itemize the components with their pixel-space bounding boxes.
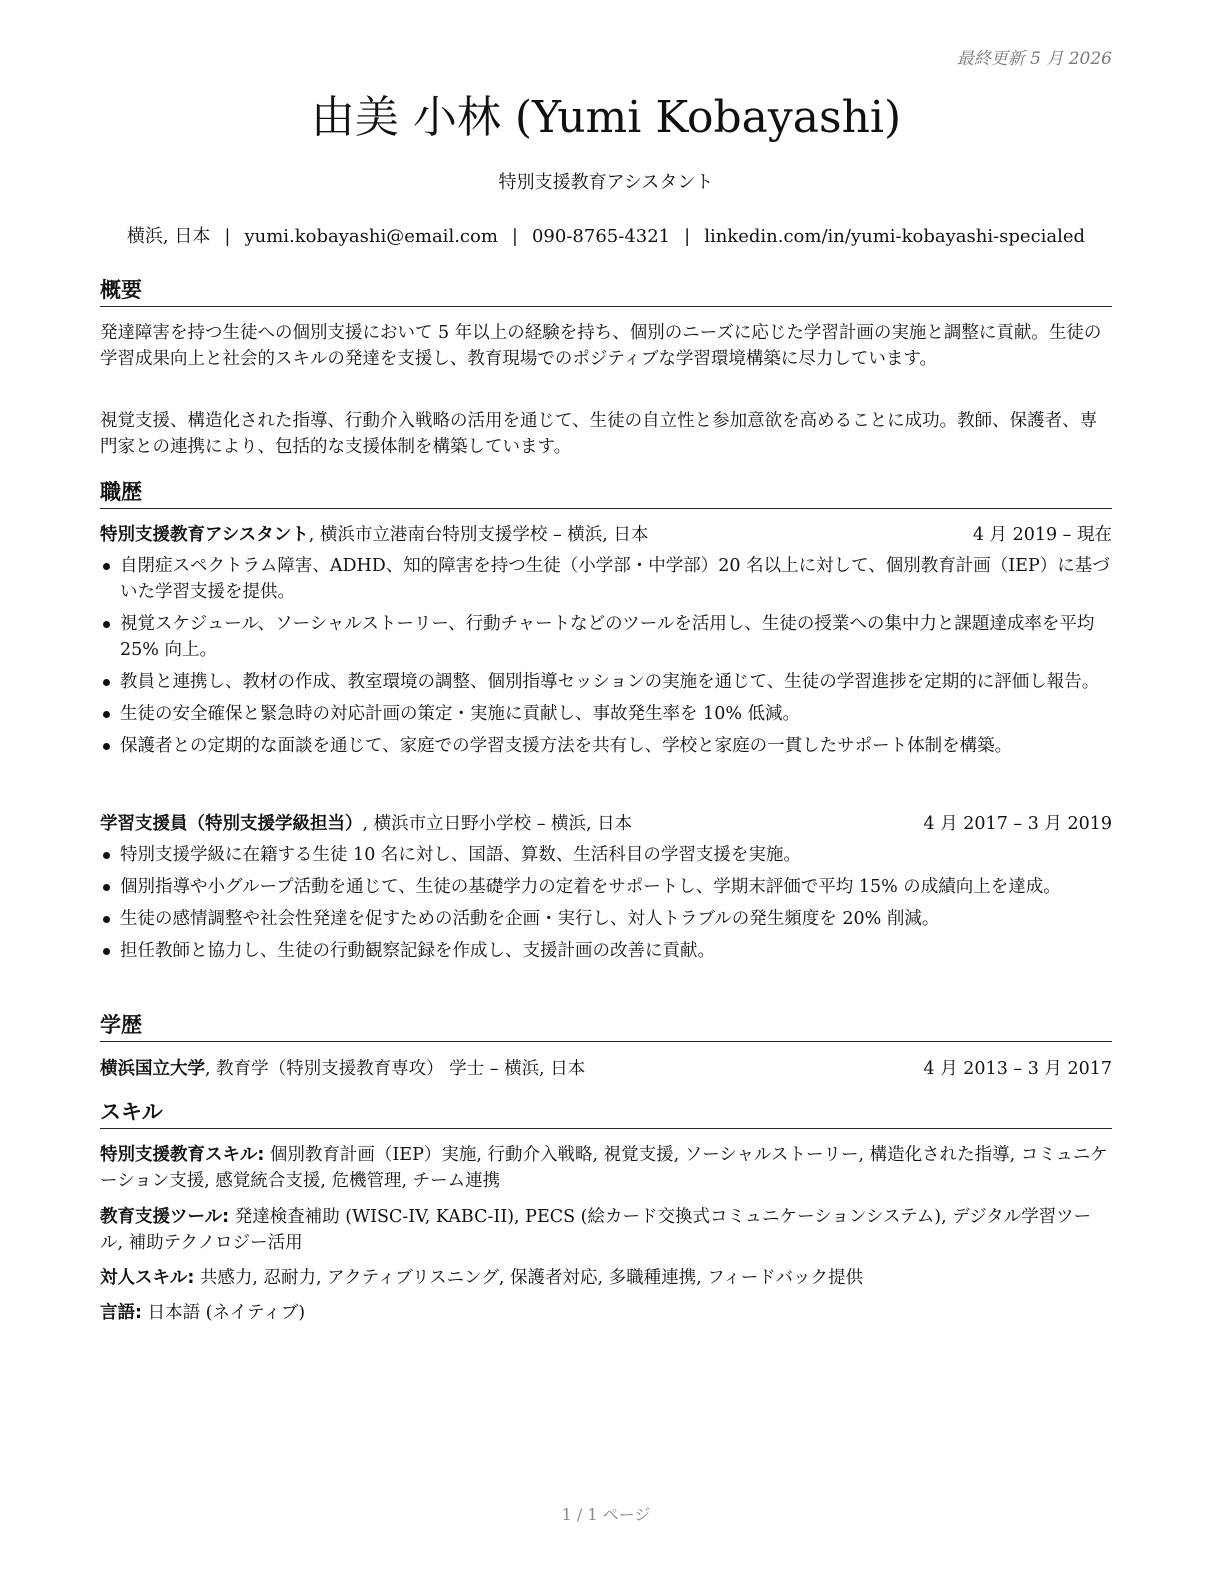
bullet-icon <box>103 563 110 570</box>
bullet-text: 生徒の感情調整や社会性発達を促すための活動を企画・実行し、対人トラブルの発生頻度を 20% 削減。 <box>120 909 940 929</box>
skill-value: 発達検査補助 (WISC-IV, KABC-II), PECS (絵カード交換式コミュニケーションシステム), デジタル学習ツール, 補助テクノロジー活用 <box>100 1207 1092 1253</box>
bullet-icon <box>103 679 110 686</box>
contact-email[interactable]: yumi.kobayashi@email.com <box>244 226 498 247</box>
list-item <box>100 938 1112 964</box>
job-header <box>100 522 1112 548</box>
section-heading-education: 学歴 <box>100 1011 1112 1042</box>
skill-group <box>100 1265 1112 1291</box>
contact-separator: | <box>224 226 231 247</box>
last-updated: 最終更新 5 月 2026 <box>956 49 1112 69</box>
page-indicator: 1 / 1 ページ <box>561 1505 651 1524</box>
job-dates: 4 月 2019 – 現在 <box>972 525 1112 545</box>
skill-group <box>100 1300 1112 1326</box>
skill-group <box>100 1204 1112 1256</box>
skill-value: 個別教育計画（IEP）実施, 行動介入戦略, 視覚支援, ソーシャルストーリー, 構造化された指導, コミュニケーション支援, 感覚統合支援, 危機管理, チーム連携 <box>100 1145 1108 1191</box>
bullet-text: 視覚スケジュール、ソーシャルストーリー、行動チャートなどのツールを活用し、生徒の授業への集中力と課題達成率を平均 25% 向上。 <box>120 614 1095 660</box>
bullet-icon <box>103 948 110 955</box>
skill-value: 日本語 (ネイティブ) <box>142 1303 306 1323</box>
skill-label: 言語: <box>100 1303 142 1323</box>
job-organization: , 横浜市立日野小学校 – 横浜, 日本 <box>362 814 633 834</box>
list-item <box>100 874 1112 900</box>
contact-line <box>100 224 1112 250</box>
summary-paragraph: 視覚支援、構造化された指導、行動介入戦略の活用を通じて、生徒の自立性と参加意欲を高めることに成功。教師、保護者、専門家との連携により、包括的な支援体制を構築しています。 <box>100 411 1098 457</box>
skill-value: 共感力, 忍耐力, アクティブリスニング, 保護者対応, 多職種連携, フィードバック提供 <box>194 1268 863 1288</box>
list-item <box>100 669 1112 695</box>
bullet-text: 担任教師と協力し、生徒の行動観察記録を作成し、支援計画の改善に貢献。 <box>120 941 715 961</box>
bullet-text: 生徒の安全確保と緊急時の対応計画の策定・実施に貢献し、事故発生率を 10% 低減。 <box>120 704 801 724</box>
bullet-icon <box>103 621 110 628</box>
contact-linkedin[interactable]: linkedin.com/in/yumi-kobayashi-specialed <box>704 226 1086 247</box>
bullet-icon <box>103 884 110 891</box>
list-item <box>100 701 1112 727</box>
job-title: 特別支援教育アシスタント <box>498 172 714 193</box>
bullet-text: 自閉症スペクトラム障害、ADHD、知的障害を持つ生徒（小学部・中学部）20 名以上に対して、個別教育計画（IEP）に基づいた学習支援を提供。 <box>120 556 1110 602</box>
bullet-icon <box>103 916 110 923</box>
job-organization: , 横浜市立港南台特別支援学校 – 横浜, 日本 <box>308 525 649 545</box>
skill-label: 特別支援教育スキル: <box>100 1145 265 1165</box>
summary-paragraph: 発達障害を持つ生徒への個別支援において 5 年以上の経験を持ち、個別のニーズに応じた学習計画の実施と調整に貢献。生徒の学習成果向上と社会的スキルの発達を支援し、教育現場でのポジティブな学習環境構築に尽力しています。 <box>100 323 1102 369</box>
job-title-label: 特別支援教育アシスタント <box>100 525 309 545</box>
person-name: 由美 小林 (Yumi Kobayashi) <box>310 92 902 143</box>
contact-location: 横浜, 日本 <box>126 226 211 247</box>
contact-phone: 090-8765-4321 <box>531 226 671 247</box>
resume-page <box>100 0 1112 1584</box>
bullet-text: 保護者との定期的な面談を通じて、家庭での学習支援方法を共有し、学校と家庭の一貫したサポート体制を構築。 <box>120 736 1013 756</box>
bullet-icon <box>103 711 110 718</box>
job-dates: 4 月 2017 – 3 月 2019 <box>923 814 1112 834</box>
job-title-label: 学習支援員（特別支援学級担当） <box>100 814 363 834</box>
section-heading-experience: 職歴 <box>100 478 1112 509</box>
list-item <box>100 611 1112 663</box>
section-heading-skills: スキル <box>100 1098 1112 1129</box>
bullet-icon <box>103 852 110 859</box>
job-bullets <box>100 842 1112 970</box>
bullet-text: 教員と連携し、教材の作成、教室環境の調整、個別指導セッションの実施を通じて、生徒の学習進捗を定期的に評価し報告。 <box>120 672 1100 692</box>
job-header <box>100 811 1112 837</box>
list-item <box>100 553 1112 605</box>
school-name: 横浜国立大学 <box>100 1059 205 1079</box>
skill-group <box>100 1142 1112 1194</box>
bullet-text: 個別指導や小グループ活動を通じて、生徒の基礎学力の定着をサポートし、学期末評価で平均 15% の成績向上を達成。 <box>120 877 1061 897</box>
skill-label: 教育支援ツール: <box>100 1207 230 1227</box>
section-heading-summary: 概要 <box>100 276 1112 307</box>
bullet-icon <box>103 743 110 750</box>
education-entry <box>100 1056 1112 1082</box>
education-dates: 4 月 2013 – 3 月 2017 <box>923 1059 1112 1079</box>
contact-separator: | <box>511 226 518 247</box>
degree-detail: , 教育学（特別支援教育専攻） 学士 – 横浜, 日本 <box>205 1059 586 1079</box>
job-bullets <box>100 553 1112 765</box>
contact-separator: | <box>684 226 691 247</box>
list-item <box>100 906 1112 932</box>
list-item <box>100 733 1112 759</box>
list-item <box>100 842 1112 868</box>
bullet-text: 特別支援学級に在籍する生徒 10 名に対し、国語、算数、生活科目の学習支援を実施。 <box>120 845 801 865</box>
skill-label: 対人スキル: <box>100 1268 195 1288</box>
